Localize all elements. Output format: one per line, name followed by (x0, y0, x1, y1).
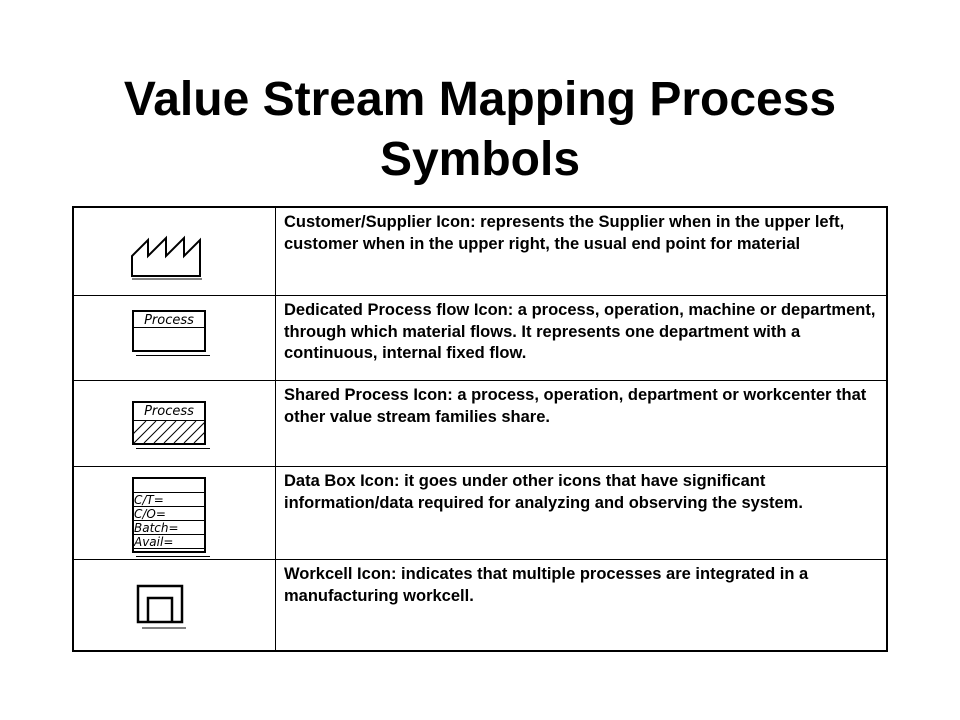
data-box-line (134, 507, 204, 521)
table-row (74, 467, 886, 560)
icon-shadow (136, 556, 210, 557)
workcell-icon (134, 582, 194, 634)
page-title-line-2: Symbols (379, 133, 581, 186)
icon-cell (74, 467, 276, 559)
process-label-box (134, 403, 204, 421)
row-description: Data Box Icon: it goes under other icons that have significant information/data required for analyzing and observing the system. (284, 472, 803, 512)
data-box-icon (132, 477, 206, 553)
data-box-label: Batch= (134, 521, 179, 535)
icon-shadow (136, 448, 210, 449)
icon-cell (74, 208, 276, 295)
row-description: Dedicated Process flow Icon: a process, operation, machine or department, through which material flows. It represents one department with a continuous, internal fixed flow. (284, 301, 876, 362)
dedicated-process-icon (132, 310, 206, 352)
data-box-line (134, 493, 204, 507)
row-description: Shared Process Icon: a process, operation, department or workcenter that other value stream families share. (284, 386, 867, 426)
symbols-table (72, 206, 888, 652)
page-title (0, 70, 960, 190)
data-box-label: C/T= (134, 493, 164, 507)
icon-shadow (136, 355, 210, 356)
page-title-line-1: Value Stream Mapping Process (123, 73, 837, 126)
table-row (74, 208, 886, 296)
icon-cell (74, 381, 276, 466)
row-description: Workcell Icon: indicates that multiple processes are integrated in a manufacturing workcell. (284, 565, 809, 605)
table-row (74, 381, 886, 467)
data-box-line (134, 535, 204, 549)
table-row (74, 296, 886, 381)
row-description: Customer/Supplier Icon: represents the Supplier when in the upper left, customer when in the upper right, the usual end point for material (284, 213, 845, 253)
shared-process-icon (132, 401, 206, 445)
icon-cell (74, 560, 276, 650)
process-label: Process (144, 404, 194, 419)
data-box-label: C/O= (134, 507, 166, 521)
table-row (74, 560, 886, 650)
icon-cell (74, 296, 276, 380)
data-box-label: Avail= (134, 535, 174, 549)
process-label-box (134, 312, 204, 328)
data-box-header (134, 479, 204, 493)
process-label: Process (144, 313, 194, 328)
hatch-pattern (134, 421, 204, 443)
factory-icon (128, 222, 218, 284)
data-box-line (134, 521, 204, 535)
